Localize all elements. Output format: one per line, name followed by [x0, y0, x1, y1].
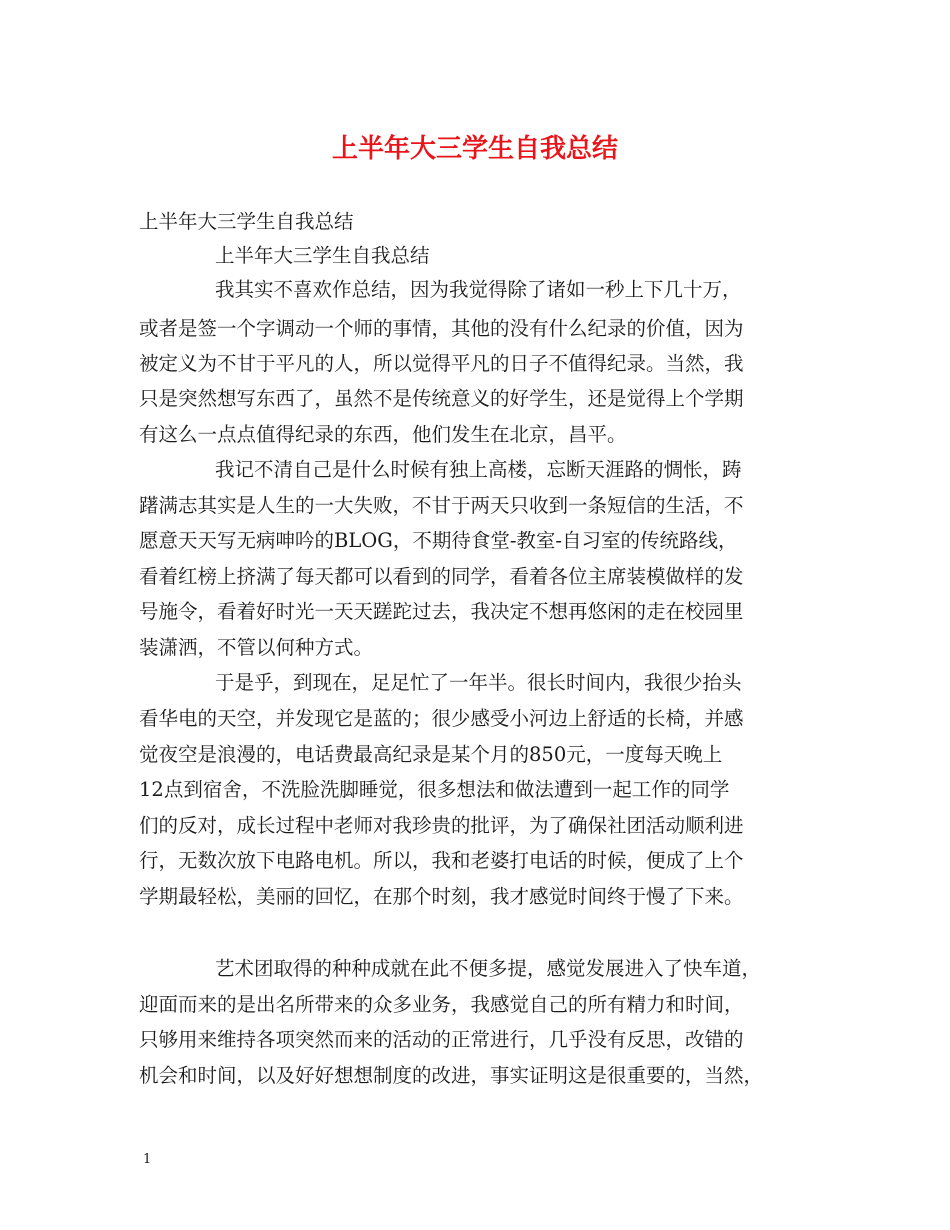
paragraph-1-line-1: 我其实不喜欢作总结，因为我觉得除了诸如一秒上下几十万， [215, 278, 742, 301]
paragraph-3-line-3: 觉夜空是浪漫的，电话费最高纪录是某个月的850元，一度每天晚上 [139, 743, 723, 766]
paragraph-2-line-3: 愿意天天写无病呻吟的BLOG，不期待食堂-教室-自习室的传统路线， [139, 529, 738, 552]
paragraph-2-line-4: 看着红榜上挤满了每天都可以看到的同学，看着各位主席装模做样的发 [139, 565, 744, 588]
paragraph-3-line-4: 12点到宿舍，不洗脸洗脚睡觉，很多想法和做法遭到一起工作的同学 [139, 778, 730, 801]
paragraph-4-line-3: 只够用来维持各项突然而来的活动的正常进行，几乎没有反思，改错的 [139, 1028, 744, 1051]
document-title: 上半年大三学生自我总结 [331, 134, 618, 164]
paragraph-4-line-4: 机会和时间，以及好好想想制度的改进，事实证明这是很重要的，当然， [139, 1064, 764, 1087]
paragraph-3-line-6: 行，无数次放下电路电机。所以，我和老婆打电话的时候，便成了上个 [139, 849, 744, 872]
subtitle-line: 上半年大三学生自我总结 [139, 210, 354, 233]
paragraph-2-line-2: 躇满志其实是人生的一大失败，不甘于两天只收到一条短信的生活，不 [139, 494, 744, 517]
paragraph-1-line-5: 有这么一点点值得纪录的东西，他们发生在北京，昌平。 [139, 423, 627, 446]
paragraph-4-line-2: 迎面而来的是出名所带来的众多业务，我感觉自己的所有精力和时间， [139, 993, 744, 1016]
paragraph-3-line-5: 们的反对，成长过程中老师对我珍贵的批评，为了确保社团活动顺利进 [139, 814, 744, 837]
paragraph-4-line-1: 艺术团取得的种种成就在此不便多提，感觉发展进入了快车道， [215, 957, 762, 980]
paragraph-2-line-1: 我记不清自己是什么时候有独上高楼，忘断天涯路的惆怅，踌 [215, 458, 742, 481]
heading-line: 上半年大三学生自我总结 [215, 244, 430, 267]
paragraph-1-line-2: 或者是签一个字调动一个师的事情，其他的没有什么纪录的价值，因为 [139, 317, 744, 340]
paragraph-2-line-6: 装潇洒，不管以何种方式。 [139, 636, 374, 659]
paragraph-3-line-2: 看华电的天空，并发现它是蓝的；很少感受小河边上舒适的长椅，并感 [139, 707, 744, 730]
paragraph-3-line-7: 学期最轻松，美丽的回忆，在那个时刻，我才感觉时间终于慢了下来。 [139, 885, 744, 908]
paragraph-2-line-5: 号施令，看着好时光一天天蹉跎过去，我决定不想再悠闲的走在校园里 [139, 600, 744, 623]
paragraph-1-line-3: 被定义为不甘于平凡的人，所以觉得平凡的日子不值得纪录。当然，我 [139, 352, 744, 375]
paragraph-3-line-1: 于是乎，到现在，足足忙了一年半。很长时间内，我很少抬头 [215, 671, 742, 694]
paragraph-1-line-4: 只是突然想写东西了，虽然不是传统意义的好学生，还是觉得上个学期 [139, 387, 744, 410]
page-number: 1 [143, 1152, 152, 1167]
